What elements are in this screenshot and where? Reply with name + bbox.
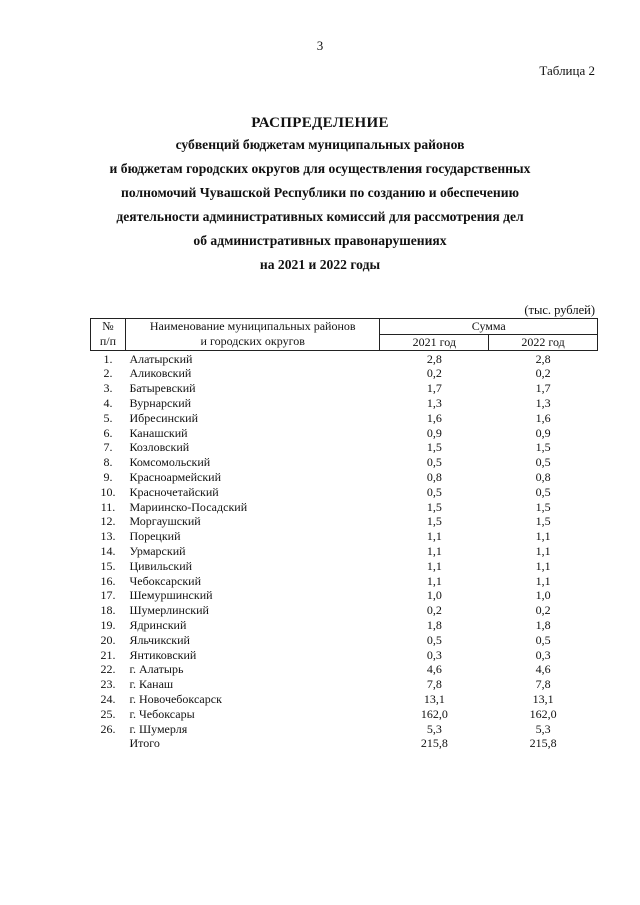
table-row [91, 692, 598, 707]
row-value-2022: 1,0 [535, 588, 551, 603]
row-value-2021: 5,3 [426, 721, 442, 736]
table-row [91, 514, 598, 529]
row-name: Канашский [129, 425, 188, 440]
table-row [91, 350, 598, 366]
row-value-2021: 0,2 [426, 366, 442, 381]
row-value-2021: 1,1 [426, 558, 442, 573]
table-row [91, 381, 598, 396]
row-value-2021: 4,6 [426, 662, 442, 677]
table-row [91, 633, 598, 648]
row-name: Чебоксарский [129, 573, 201, 588]
row-value-2022: 162,0 [529, 706, 557, 721]
row-number: 23. [100, 677, 116, 692]
table-label: Таблица 2 [539, 63, 595, 78]
row-value-2022: 1,1 [535, 573, 551, 588]
table-row [91, 603, 598, 618]
row-number: 22. [100, 662, 116, 677]
row-name: г. Алатырь [129, 662, 184, 677]
row-number: 7. [103, 440, 113, 455]
header-name-line2: и городских округов [200, 333, 305, 348]
header-number [91, 319, 126, 351]
table-row [91, 662, 598, 677]
row-value-2022: 1,5 [535, 499, 551, 514]
row-name: г. Канаш [129, 677, 174, 692]
row-value-2022: 0,5 [535, 484, 551, 499]
table-row [91, 588, 598, 603]
row-value-2022: 2,8 [535, 351, 551, 366]
row-name: Красноармейский [129, 469, 222, 484]
row-number: 4. [103, 395, 113, 410]
row-name: Комсомольский [129, 455, 211, 470]
table-row [91, 500, 598, 515]
row-value-2021: 0,9 [426, 425, 442, 440]
total-row [91, 736, 598, 751]
table-row [91, 485, 598, 500]
row-name: Шумерлинский [129, 603, 209, 618]
header-sum: Сумма [380, 319, 598, 335]
row-value-2021: 1,5 [426, 440, 442, 455]
row-value-2021: 1,1 [426, 529, 442, 544]
table-row [91, 544, 598, 559]
row-name: Аликовский [129, 366, 192, 381]
table-row [91, 618, 598, 633]
row-name: Шемуршинский [129, 588, 213, 603]
row-value-2021: 0,5 [426, 455, 442, 470]
table-row [91, 470, 598, 485]
row-value-2022: 1,8 [535, 617, 551, 632]
row-value-2022: 0,2 [535, 366, 551, 381]
row-value-2022: 1,1 [535, 529, 551, 544]
header-number-line2: п/п [99, 333, 117, 348]
row-name: Красночетайский [129, 484, 219, 499]
row-name: Мариинско-Посадский [129, 499, 248, 514]
table-row [91, 677, 598, 692]
row-value-2022: 1,5 [535, 514, 551, 529]
row-value-2021: 1,8 [426, 617, 442, 632]
title-line: деятельности административных комиссий для рассмотрения дел [116, 209, 524, 224]
total-value-2021: 215,8 [420, 736, 448, 751]
row-number: 19. [100, 617, 116, 632]
row-value-2021: 1,6 [426, 410, 442, 425]
units-label: (тыс. рублей) [524, 303, 595, 317]
row-value-2022: 13,1 [532, 691, 554, 706]
row-value-2022: 1,3 [535, 395, 551, 410]
title-heading: РАСПРЕДЕЛЕНИЕ [251, 115, 389, 131]
row-name: Моргаушский [129, 514, 201, 529]
row-number: 15. [100, 558, 116, 573]
row-value-2021: 1,5 [426, 514, 442, 529]
row-value-2021: 1,1 [426, 573, 442, 588]
row-value-2022: 0,9 [535, 425, 551, 440]
row-name: Янтиковский [129, 647, 197, 662]
title-line: полномочий Чувашской Республики по созданию и обеспечению [121, 185, 519, 200]
table-row [91, 366, 598, 381]
row-name: г. Шумерля [129, 721, 188, 736]
row-number: 21. [100, 647, 116, 662]
table-row [91, 648, 598, 663]
row-name: г. Чебоксары [129, 706, 195, 721]
table-row [91, 411, 598, 426]
row-value-2021: 0,5 [426, 632, 442, 647]
row-number: 10. [100, 484, 116, 499]
row-number: 16. [100, 573, 116, 588]
table-row [91, 440, 598, 455]
row-value-2022: 5,3 [535, 721, 551, 736]
row-number: 26. [100, 721, 116, 736]
table-row [91, 529, 598, 544]
row-number: 20. [100, 632, 116, 647]
row-name: Ибресинский [129, 410, 199, 425]
row-number: 6. [103, 425, 113, 440]
row-value-2021: 1,1 [426, 543, 442, 558]
row-value-2022: 1,6 [535, 410, 551, 425]
row-value-2021: 13,1 [423, 691, 445, 706]
table-row [91, 722, 598, 737]
header-name-line1: Наименование муниципальных районов [149, 319, 356, 333]
row-number: 14. [100, 543, 116, 558]
row-value-2021: 0,2 [426, 603, 442, 618]
table-row [91, 396, 598, 411]
row-number: 25. [100, 706, 116, 721]
page-number: 3 [316, 38, 324, 53]
total-number [91, 736, 126, 751]
document-title [60, 113, 580, 277]
row-number: 13. [100, 529, 116, 544]
row-value-2021: 1,0 [426, 588, 442, 603]
row-name: Алатырский [129, 351, 193, 366]
row-number: 3. [103, 381, 113, 396]
header-year-2021: 2021 год [380, 334, 489, 350]
table-row [91, 455, 598, 470]
total-value-2022: 215,8 [529, 736, 557, 751]
header-number-line1: № [102, 319, 114, 333]
row-value-2022: 1,5 [535, 440, 551, 455]
row-number: 18. [100, 603, 116, 618]
row-number: 17. [100, 588, 116, 603]
header-name [125, 319, 380, 351]
table-body [91, 350, 598, 751]
header-year-2022: 2022 год [489, 334, 598, 350]
row-name: Порецкий [129, 529, 181, 544]
row-value-2021: 162,0 [420, 706, 448, 721]
title-line: и бюджетам городских округов для осуществления государственных [109, 161, 531, 176]
row-value-2022: 0,2 [535, 603, 551, 618]
row-value-2022: 0,5 [535, 632, 551, 647]
row-number: 8. [103, 455, 113, 470]
row-value-2021: 0,3 [426, 647, 442, 662]
distribution-table [90, 318, 598, 751]
row-value-2022: 1,1 [535, 558, 551, 573]
row-value-2021: 0,8 [426, 469, 442, 484]
row-value-2021: 2,8 [426, 351, 442, 366]
row-number: 9. [103, 469, 113, 484]
row-name: Цивильский [129, 558, 193, 573]
row-name: Вурнарский [129, 395, 192, 410]
row-value-2021: 0,5 [426, 484, 442, 499]
row-name: Ядринский [129, 617, 187, 632]
row-value-2021: 7,8 [426, 677, 442, 692]
table-row [91, 426, 598, 441]
table-row [91, 559, 598, 574]
row-name: Урмарский [129, 543, 186, 558]
row-name: г. Новочебоксарск [129, 691, 222, 706]
table-row [91, 707, 598, 722]
row-number: 5. [103, 410, 113, 425]
row-value-2021: 1,7 [426, 381, 442, 396]
row-value-2022: 0,8 [535, 469, 551, 484]
row-name: Яльчикский [129, 632, 190, 647]
row-value-2021: 1,3 [426, 395, 442, 410]
row-number: 11. [100, 499, 116, 514]
total-label: Итого [129, 736, 160, 751]
row-name: Козловский [129, 440, 190, 455]
row-value-2022: 1,7 [535, 381, 551, 396]
row-number: 1. [103, 351, 113, 366]
row-number: 24. [100, 691, 116, 706]
table-row [91, 574, 598, 589]
row-value-2022: 4,6 [535, 662, 551, 677]
row-value-2021: 1,5 [426, 499, 442, 514]
row-value-2022: 0,5 [535, 455, 551, 470]
row-value-2022: 1,1 [535, 543, 551, 558]
title-line: на 2021 и 2022 годы [259, 257, 381, 272]
row-number: 2. [103, 366, 113, 381]
row-value-2022: 7,8 [535, 677, 551, 692]
title-line: субвенций бюджетам муниципальных районов [175, 137, 465, 152]
row-name: Батыревский [129, 381, 196, 396]
row-value-2022: 0,3 [535, 647, 551, 662]
title-line: об административных правонарушениях [193, 233, 447, 248]
row-number: 12. [100, 514, 116, 529]
